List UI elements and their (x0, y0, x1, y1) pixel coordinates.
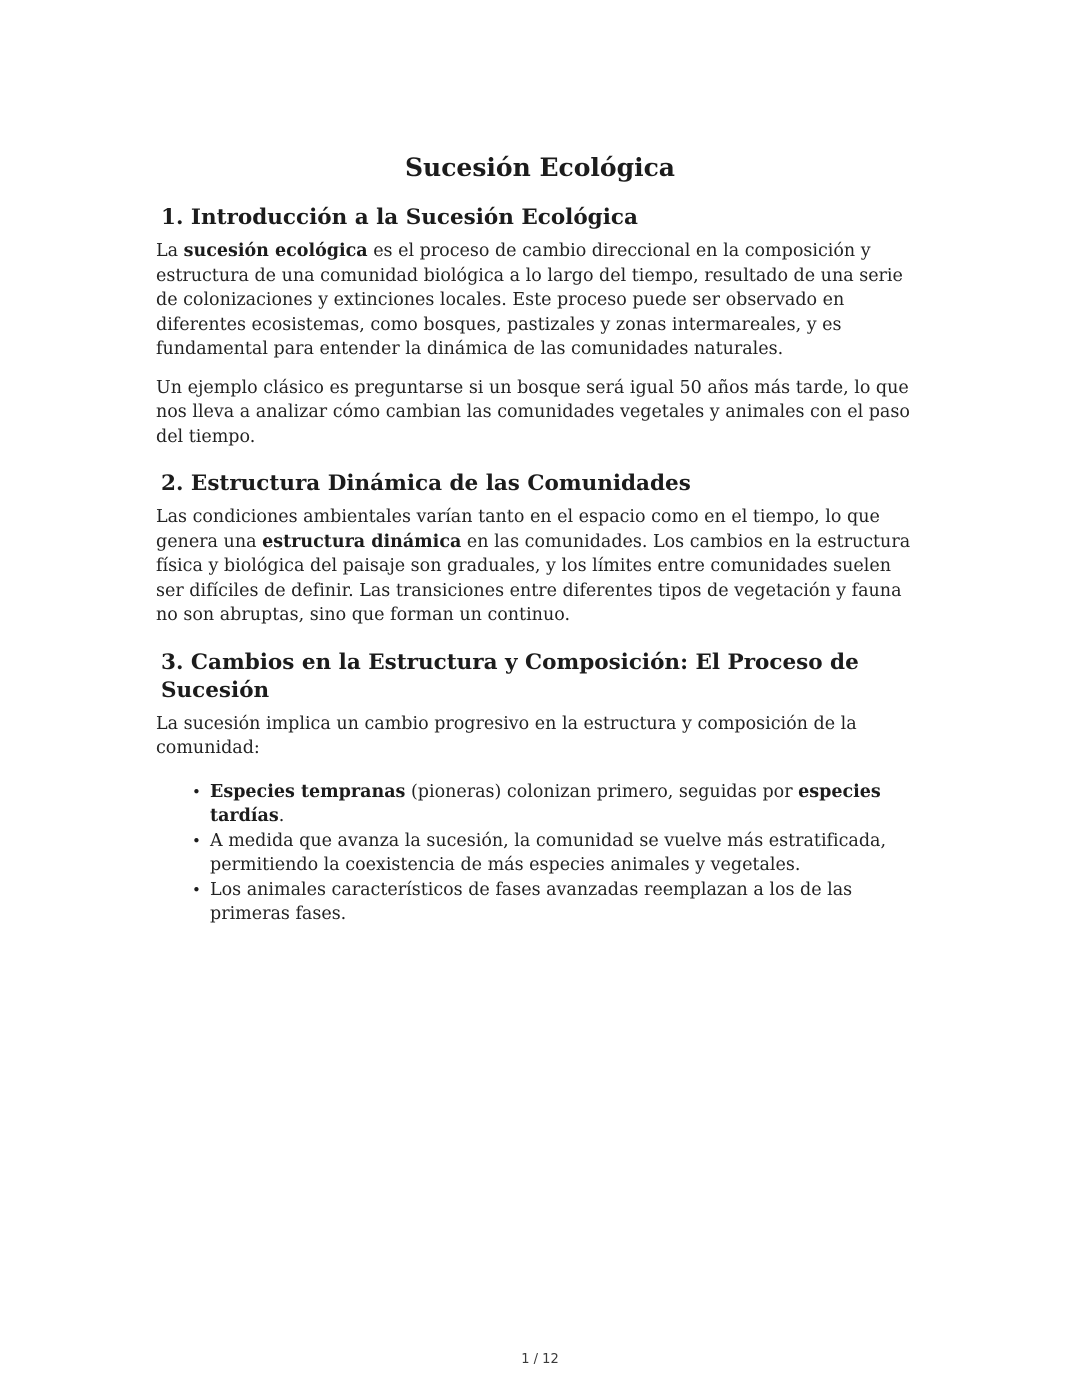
text-run-bold: estructura dinámica (262, 531, 462, 552)
section-dynamic-structure (156, 470, 924, 628)
text-run-bold: especies tardías (210, 781, 881, 826)
text-run: Un ejemplo clásico es preguntarse si un bosque será igual 50 años más tarde, lo que nos lleva a analizar cómo cambian las comunidades vegetales y animales con el paso del tiempo. (156, 377, 910, 447)
list-item (192, 829, 924, 878)
section-2-heading: 2. Estructura Dinámica de las Comunidades (161, 471, 691, 496)
text-run-bold: sucesión ecológica (183, 241, 368, 261)
text-run: en las comunidades. Los cambios en la estructura física y biológica del paisaje son graduales, y los límites entre comunidades suelen ser difíciles de definir. Las transiciones entre diferentes tipos de vegetación y fauna no son abruptas, sino que forman un continuo. (156, 531, 911, 625)
bullet-icon: • (192, 831, 201, 850)
section-3-heading: 3. Cambios en la Estructura y Composición: El Proceso de Sucesión (161, 649, 859, 703)
paragraph (156, 505, 924, 628)
section-1-heading: 1. Introducción a la Sucesión Ecológica (161, 205, 638, 230)
section-succession-process (156, 649, 924, 927)
text-run: es el proceso de cambio direccional en la composición y estructura de una comunidad biológica a lo largo del tiempo, resultado de una serie de colonizaciones y extinciones locales. Este proceso puede ser observado en diferentes ecosistemas, como bosques, pastizales y zonas intermareales, y es fundamental para entender la dinámica de las comunidades naturales. (156, 241, 903, 359)
page-number-indicator: 1 / 12 (521, 1352, 559, 1367)
paragraph (156, 712, 924, 761)
text-run: La sucesión implica un cambio progresivo en la estructura y composición de la comunidad: (156, 713, 857, 758)
bullet-list (192, 780, 924, 927)
bullet-icon: • (192, 782, 201, 801)
document-title: Sucesión Ecológica (404, 153, 675, 182)
bullet-icon: • (192, 880, 201, 899)
paragraph (156, 376, 924, 450)
text-run: A medida que avanza la sucesión, la comunidad se vuelve más estratificada, permitiendo la coexistencia de más especies animales y vegetales. (210, 830, 887, 875)
text-run-bold: Especies tempranas (210, 781, 406, 802)
text-run: . (278, 806, 285, 826)
list-item (192, 878, 924, 927)
paragraph (156, 239, 924, 362)
text-run: Las condiciones ambientales varían tanto en el espacio como en el tiempo, lo que genera una (156, 507, 880, 552)
section-introduction (156, 204, 924, 449)
text-run: Los animales característicos de fases avanzadas reemplazan a los de las primeras fases. (210, 879, 853, 924)
text-run: (pioneras) colonizan primero, seguidas por (405, 781, 799, 802)
text-run: La (156, 241, 184, 261)
list-item (192, 780, 924, 829)
